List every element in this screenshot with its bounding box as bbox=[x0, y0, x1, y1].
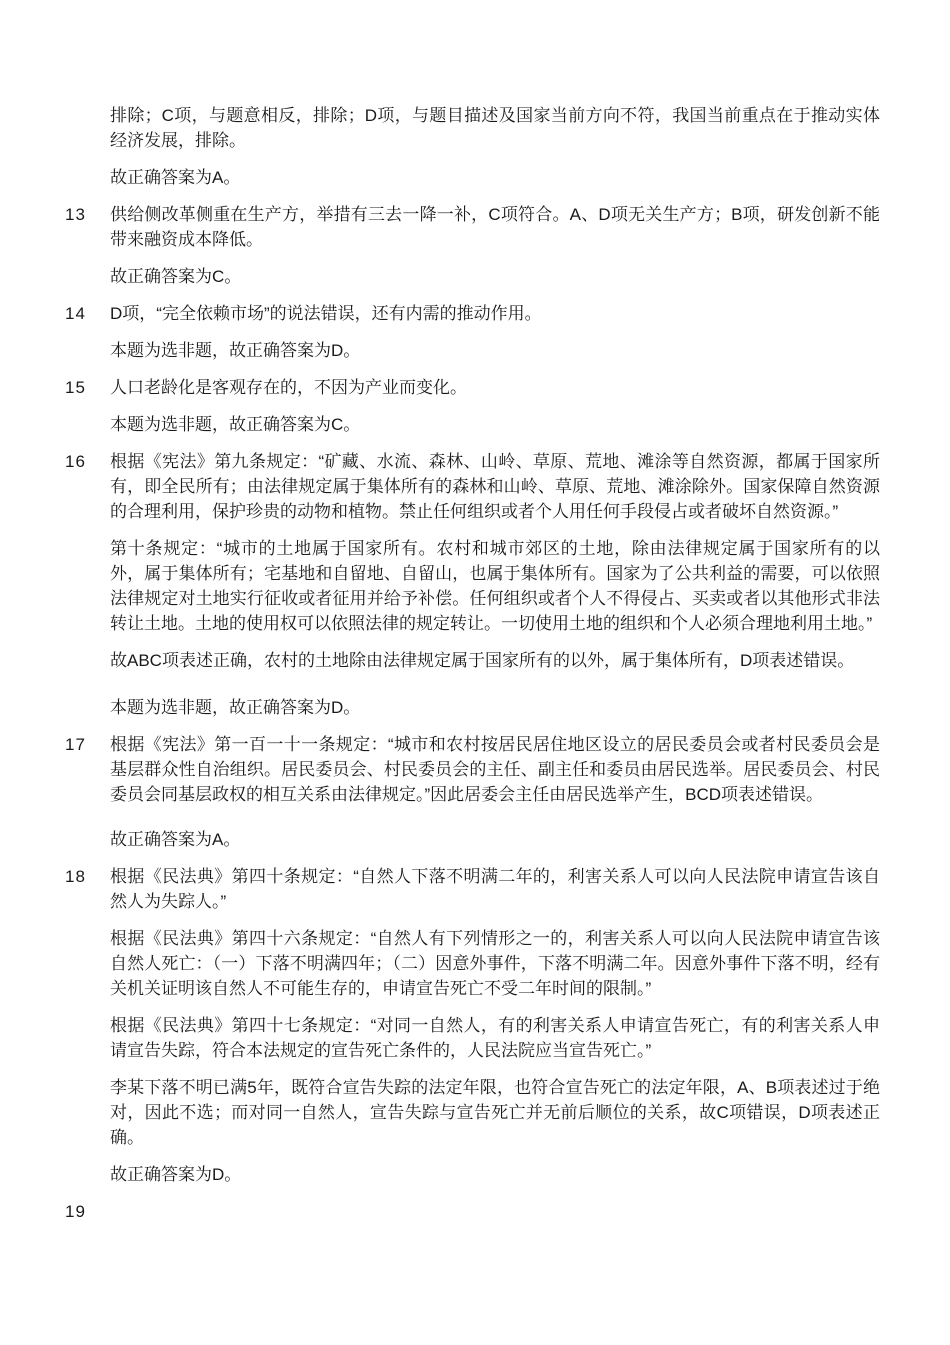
item-number: 16 bbox=[65, 452, 86, 471]
item-paragraph: 根据《宪法》第九条规定：“矿藏、水流、森林、山岭、草原、荒地、滩涂等自然资源，都属于国家所有，即全民所有；由法律规定属于集体所有的森林和山岭、草原、荒地、滩涂除外。国家保障自然资源的合理利用，保护珍贵的动物和植物。禁止任何组织或者个人用任何手段侵占或者破坏自然资源。” bbox=[110, 452, 880, 521]
item-paragraph: 故正确答案为C。 bbox=[110, 267, 242, 286]
item-paragraph: 故ABC项表述正确，农村的土地除由法律规定属于国家所有的以外，属于集体所有，D项表述错误。 bbox=[110, 651, 855, 670]
item-number: 14 bbox=[65, 304, 86, 323]
item-paragraph: 供给侧改革侧重在生产方，举措有三去一降一补，C项符合。A、D项无关生产方；B项，研发创新不能带来融资成本降低。 bbox=[110, 205, 880, 249]
item-body bbox=[110, 202, 880, 289]
item-paragraph: D项，“完全依赖市场”的说法错误，还有内需的推动作用。 bbox=[110, 304, 542, 323]
item-paragraph: 第十条规定：“城市的土地属于国家所有。农村和城市郊区的土地，除由法律规定属于国家所有的以外，属于集体所有；宅基地和自留地、自留山，也属于集体所有。国家为了公共利益的需要，可以依照法律规定对土地实行征收或者征用并给予补偿。任何组织或者个人不得侵占、买卖或者以其他形式非法转让土地。土地的使用权可以依照法律的规定转让。一切使用土地的组织和个人必须合理地利用土地。” bbox=[110, 539, 880, 633]
item-paragraph: 排除；C项，与题意相反，排除；D项，与题目描述及国家当前方向不符，我国当前重点在于推动实体经济发展，排除。 bbox=[110, 106, 880, 150]
answer-item bbox=[65, 202, 880, 289]
item-paragraph: 故正确答案为A。 bbox=[110, 830, 241, 849]
item-body bbox=[110, 449, 880, 720]
item-number: 17 bbox=[65, 735, 86, 754]
item-paragraph: 根据《民法典》第四十条规定：“自然人下落不明满二年的，利害关系人可以向人民法院申请宣告该自然人为失踪人。” bbox=[110, 867, 880, 911]
item-body bbox=[110, 732, 880, 852]
item-paragraph: 人口老龄化是客观存在的，不因为产业而变化。 bbox=[110, 378, 467, 397]
item-number: 15 bbox=[65, 378, 86, 397]
item-number: 19 bbox=[65, 1202, 86, 1221]
item-paragraph: 故正确答案为D。 bbox=[110, 1165, 242, 1184]
item-body bbox=[110, 301, 880, 363]
answer-item bbox=[65, 375, 880, 437]
answer-item bbox=[110, 103, 880, 190]
answer-item bbox=[65, 732, 880, 852]
item-paragraph: 本题为选非题，故正确答案为C。 bbox=[110, 415, 361, 434]
answer-list bbox=[65, 103, 880, 1221]
answer-item bbox=[65, 864, 880, 1187]
answer-item bbox=[65, 301, 880, 363]
item-paragraph: 本题为选非题，故正确答案为D。 bbox=[110, 698, 361, 717]
item-body bbox=[110, 864, 880, 1187]
item-number: 13 bbox=[65, 205, 86, 224]
item-paragraph: 故正确答案为A。 bbox=[110, 168, 241, 187]
item-body bbox=[110, 103, 880, 190]
item-paragraph: 李某下落不明已满5年，既符合宣告失踪的法定年限，也符合宣告死亡的法定年限，A、B项表述过于绝对，因此不选；而对同一自然人，宣告失踪与宣告死亡并无前后顺位的关系，故C项错误，D项表述正确。 bbox=[110, 1078, 880, 1147]
item-paragraph: 根据《民法典》第四十六条规定：“自然人有下列情形之一的，利害关系人可以向人民法院申请宣告该自然人死亡：（一）下落不明满四年；（二）因意外事件，下落不明满二年。因意外事件下落不明，经有关机关证明该自然人不可能生存的，申请宣告死亡不受二年时间的限制。” bbox=[110, 929, 880, 998]
item-paragraph: 根据《民法典》第四十七条规定：“对同一自然人，有的利害关系人申请宣告死亡，有的利害关系人申请宣告失踪，符合本法规定的宣告死亡条件的，人民法院应当宣告死亡。” bbox=[110, 1016, 880, 1060]
item-body bbox=[110, 375, 880, 437]
answer-item bbox=[65, 449, 880, 720]
item-paragraph: 本题为选非题，故正确答案为D。 bbox=[110, 341, 361, 360]
item-paragraph: 根据《宪法》第一百一十一条规定：“城市和农村按居民居住地区设立的居民委员会或者村民委员会是基层群众性自治组织。居民委员会、村民委员会的主任、副主任和委员由居民选举。居民委员会、村民委员会同基层政权的相互关系由法律规定。”因此居委会主任由居民选举产生，BCD项表述错误。 bbox=[110, 735, 880, 804]
item-number: 18 bbox=[65, 867, 86, 886]
